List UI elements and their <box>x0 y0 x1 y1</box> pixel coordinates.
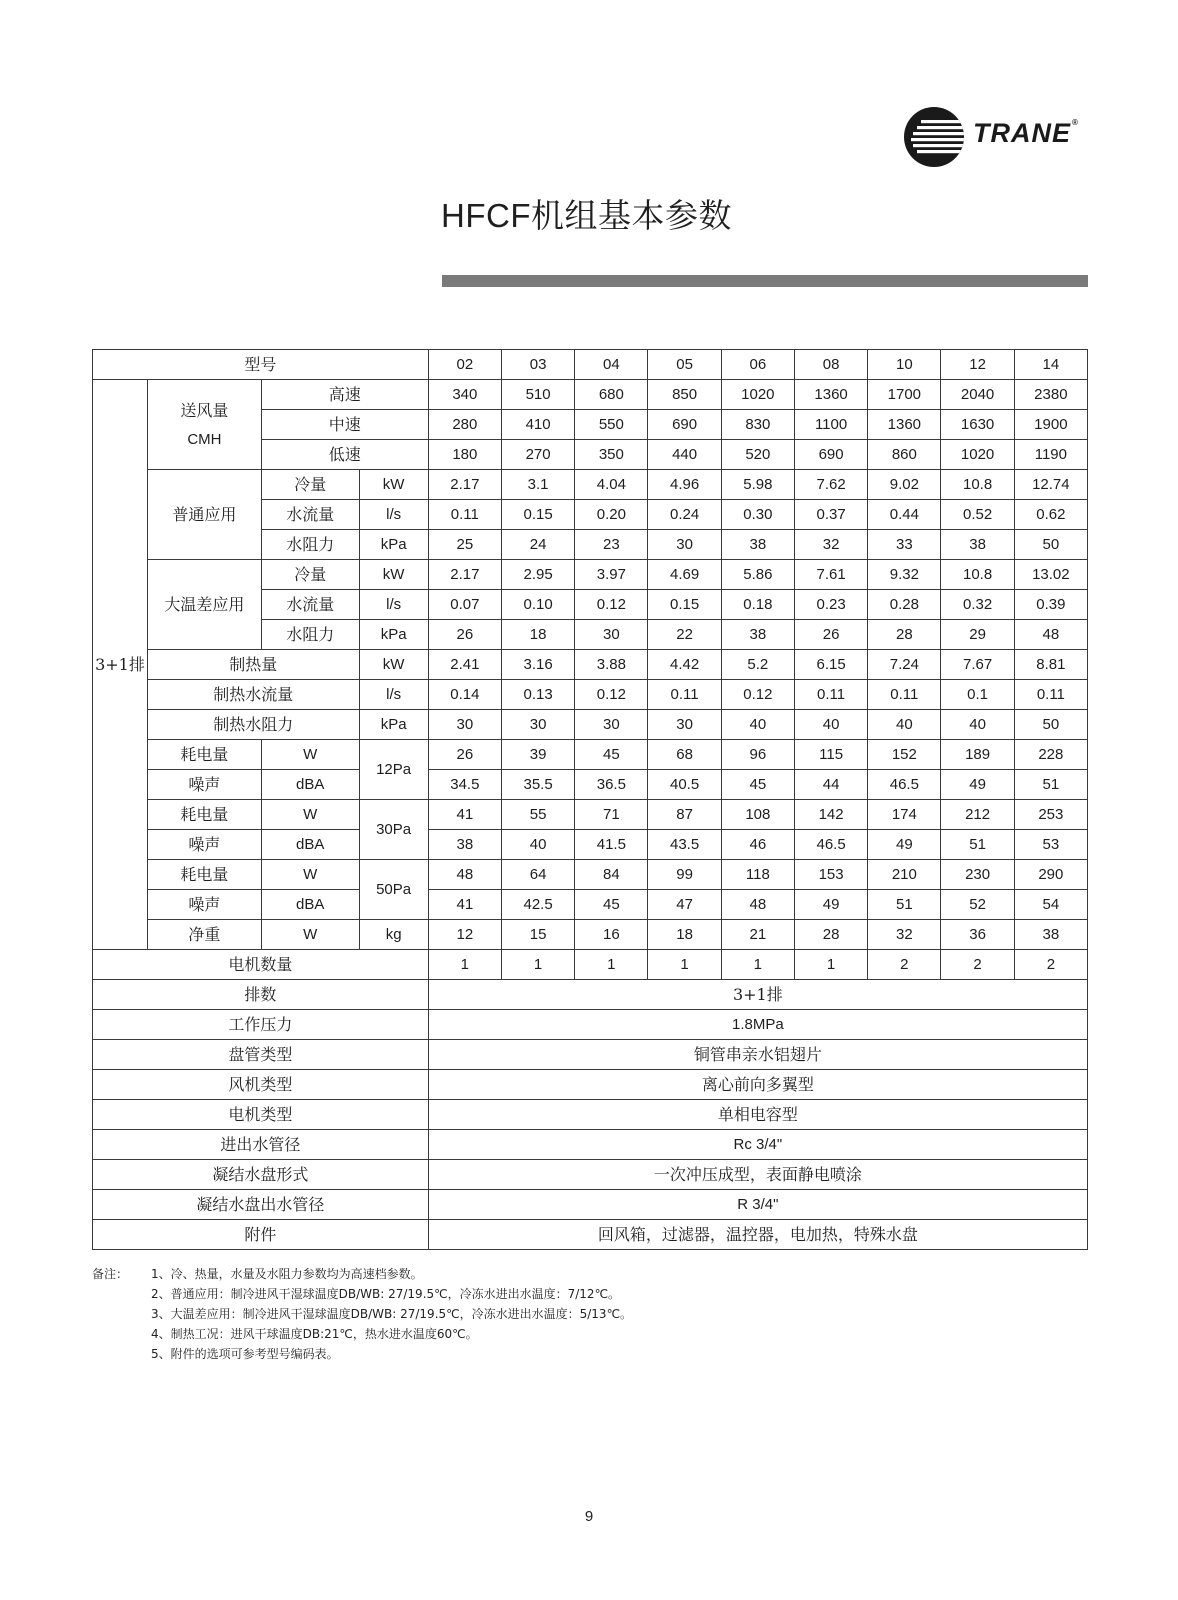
param-name: 制热量 <box>147 650 359 680</box>
param-name: 水阻力 <box>261 530 359 560</box>
value-cell: 30 <box>428 710 501 740</box>
value-cell: 0.11 <box>648 680 721 710</box>
table-row <box>93 680 1088 710</box>
value-cell: 34.5 <box>428 770 501 800</box>
spec-name: 凝结水盘出水管径 <box>93 1190 429 1220</box>
value-cell: 87 <box>648 800 721 830</box>
value-cell: 13.02 <box>1014 560 1087 590</box>
value-cell: 0.23 <box>794 590 867 620</box>
value-cell: 18 <box>501 620 574 650</box>
value-cell: 0.14 <box>428 680 501 710</box>
table-row <box>93 890 1088 920</box>
value-cell: 7.61 <box>794 560 867 590</box>
value-cell: 1020 <box>941 440 1014 470</box>
value-cell: 15 <box>501 920 574 950</box>
unit-cell: kPa <box>359 620 428 650</box>
value-cell: 0.30 <box>721 500 794 530</box>
spec-value: 3+1排 <box>428 980 1087 1010</box>
value-cell: 1360 <box>868 410 941 440</box>
value-cell: 45 <box>575 890 648 920</box>
airflow-unit-text: CMH <box>187 430 222 448</box>
spec-value: 回风箱，过滤器，温控器，电加热，特殊水盘 <box>428 1220 1087 1250</box>
value-cell: 180 <box>428 440 501 470</box>
value-cell: 5.86 <box>721 560 794 590</box>
spec-value: R 3/4" <box>428 1190 1087 1220</box>
value-cell: 0.37 <box>794 500 867 530</box>
static-pressure: 30Pa <box>359 800 428 860</box>
value-cell: 228 <box>1014 740 1087 770</box>
value-cell: 0.11 <box>868 680 941 710</box>
param-name: 冷量 <box>261 470 359 500</box>
value-cell: 410 <box>501 410 574 440</box>
table-row <box>93 770 1088 800</box>
header-model: 10 <box>868 350 941 380</box>
value-cell: 212 <box>941 800 1014 830</box>
value-cell: 26 <box>428 620 501 650</box>
value-cell: 1190 <box>1014 440 1087 470</box>
value-cell: 2.17 <box>428 560 501 590</box>
value-cell: 340 <box>428 380 501 410</box>
spec-name: 盘管类型 <box>93 1040 429 1070</box>
speed-label: 低速 <box>261 440 428 470</box>
header-model: 08 <box>794 350 867 380</box>
value-cell: 41 <box>428 890 501 920</box>
trane-logo <box>903 106 1093 166</box>
value-cell: 2 <box>868 950 941 980</box>
value-cell: 680 <box>575 380 648 410</box>
value-cell: 850 <box>648 380 721 410</box>
param-name: 耗电量 <box>147 740 261 770</box>
note-item: 3、大温差应用：制冷进风干湿球温度DB/WB: 27/19.5℃，冷冻水进出水温度：5/13℃。 <box>151 1307 633 1321</box>
value-cell: 0.12 <box>575 590 648 620</box>
value-cell: 830 <box>721 410 794 440</box>
table-row <box>93 830 1088 860</box>
value-cell: 18 <box>648 920 721 950</box>
value-cell: 3.97 <box>575 560 648 590</box>
value-cell: 22 <box>648 620 721 650</box>
table-row <box>93 950 1088 980</box>
value-cell: 1630 <box>941 410 1014 440</box>
value-cell: 2 <box>1014 950 1087 980</box>
value-cell: 142 <box>794 800 867 830</box>
value-cell: 0.15 <box>648 590 721 620</box>
value-cell: 29 <box>941 620 1014 650</box>
value-cell: 0.12 <box>721 680 794 710</box>
value-cell: 25 <box>428 530 501 560</box>
value-cell: 51 <box>1014 770 1087 800</box>
value-cell: 440 <box>648 440 721 470</box>
value-cell: 0.12 <box>575 680 648 710</box>
table-row <box>93 650 1088 680</box>
value-cell: 48 <box>1014 620 1087 650</box>
notes-label: 备注： <box>92 1267 129 1281</box>
application-label: 普通应用 <box>147 470 261 560</box>
value-cell: 48 <box>721 890 794 920</box>
value-cell: 10.8 <box>941 560 1014 590</box>
value-cell: 290 <box>1014 860 1087 890</box>
value-cell: 12 <box>428 920 501 950</box>
value-cell: 510 <box>501 380 574 410</box>
value-cell: 1900 <box>1014 410 1087 440</box>
value-cell: 5.2 <box>721 650 794 680</box>
page-number: 9 <box>584 1508 594 1525</box>
trane-globe-icon <box>903 106 965 168</box>
value-cell: 2040 <box>941 380 1014 410</box>
value-cell: 96 <box>721 740 794 770</box>
spec-value: 离心前向多翼型 <box>428 1070 1087 1100</box>
value-cell: 40 <box>794 710 867 740</box>
param-name: 噪声 <box>147 830 261 860</box>
airflow-label-text: 送风量 <box>180 400 229 420</box>
value-cell: 0.10 <box>501 590 574 620</box>
value-cell: 40.5 <box>648 770 721 800</box>
spec-name: 排数 <box>93 980 429 1010</box>
spec-value: 单相电容型 <box>428 1100 1087 1130</box>
value-cell: 0.13 <box>501 680 574 710</box>
value-cell: 5.98 <box>721 470 794 500</box>
value-cell: 690 <box>648 410 721 440</box>
value-cell: 152 <box>868 740 941 770</box>
unit-cell: W <box>261 920 359 950</box>
value-cell: 0.15 <box>501 500 574 530</box>
value-cell: 3.88 <box>575 650 648 680</box>
value-cell: 40 <box>501 830 574 860</box>
value-cell: 690 <box>794 440 867 470</box>
page-title: HFCF机组基本参数 <box>441 197 732 234</box>
value-cell: 32 <box>794 530 867 560</box>
unit-cell: W <box>261 800 359 830</box>
unit-cell: dBA <box>261 890 359 920</box>
table-row <box>93 1130 1088 1160</box>
value-cell: 32 <box>868 920 941 950</box>
value-cell: 8.81 <box>1014 650 1087 680</box>
value-cell: 108 <box>721 800 794 830</box>
value-cell: 0.11 <box>1014 680 1087 710</box>
value-cell: 0.32 <box>941 590 1014 620</box>
airflow-label <box>147 380 261 470</box>
value-cell: 46.5 <box>794 830 867 860</box>
table-row <box>93 980 1088 1010</box>
unit-cell: l/s <box>359 590 428 620</box>
table-row <box>93 1070 1088 1100</box>
param-name: 水流量 <box>261 590 359 620</box>
header-model: 03 <box>501 350 574 380</box>
value-cell: 9.02 <box>868 470 941 500</box>
value-cell: 0.62 <box>1014 500 1087 530</box>
value-cell: 38 <box>428 830 501 860</box>
param-name: 电机数量 <box>93 950 429 980</box>
value-cell: 1020 <box>721 380 794 410</box>
notes <box>92 1264 632 1364</box>
note-item: 1、冷、热量，水量及水阻力参数均为高速档参数。 <box>151 1267 423 1281</box>
spec-value: 一次冲压成型，表面静电喷涂 <box>428 1160 1087 1190</box>
value-cell: 4.69 <box>648 560 721 590</box>
value-cell: 71 <box>575 800 648 830</box>
value-cell: 10.8 <box>941 470 1014 500</box>
param-name: 净重 <box>147 920 261 950</box>
param-name: 耗电量 <box>147 860 261 890</box>
spec-name: 风机类型 <box>93 1070 429 1100</box>
spec-table <box>92 349 1088 1250</box>
note-item: 5、附件的选项可参考型号编码表。 <box>151 1347 339 1361</box>
param-name: 噪声 <box>147 890 261 920</box>
param-name: 制热水流量 <box>147 680 359 710</box>
value-cell: 26 <box>794 620 867 650</box>
value-cell: 54 <box>1014 890 1087 920</box>
value-cell: 4.42 <box>648 650 721 680</box>
value-cell: 36 <box>941 920 1014 950</box>
unit-cell: kPa <box>359 530 428 560</box>
value-cell: 1 <box>721 950 794 980</box>
table-row <box>93 350 1088 380</box>
value-cell: 118 <box>721 860 794 890</box>
unit-cell: kW <box>359 560 428 590</box>
param-name: 噪声 <box>147 770 261 800</box>
param-name: 冷量 <box>261 560 359 590</box>
value-cell: 49 <box>941 770 1014 800</box>
value-cell: 39 <box>501 740 574 770</box>
header-model: 02 <box>428 350 501 380</box>
value-cell: 2 <box>941 950 1014 980</box>
table-row <box>93 1100 1088 1130</box>
value-cell: 28 <box>794 920 867 950</box>
value-cell: 0.24 <box>648 500 721 530</box>
value-cell: 0.11 <box>428 500 501 530</box>
param-name: 水流量 <box>261 500 359 530</box>
value-cell: 1700 <box>868 380 941 410</box>
value-cell: 30 <box>648 710 721 740</box>
value-cell: 550 <box>575 410 648 440</box>
value-cell: 28 <box>868 620 941 650</box>
value-cell: 6.15 <box>794 650 867 680</box>
value-cell: 7.62 <box>794 470 867 500</box>
value-cell: 24 <box>501 530 574 560</box>
param-name: 水阻力 <box>261 620 359 650</box>
value-cell: 1 <box>501 950 574 980</box>
header-model-label: 型号 <box>93 350 429 380</box>
value-cell: 38 <box>721 620 794 650</box>
unit-cell: W <box>261 740 359 770</box>
unit-cell: kW <box>359 650 428 680</box>
header-model: 12 <box>941 350 1014 380</box>
value-cell: 0.1 <box>941 680 1014 710</box>
value-cell: 99 <box>648 860 721 890</box>
unit-cell: W <box>261 860 359 890</box>
table-row <box>93 380 1088 410</box>
spec-name: 电机类型 <box>93 1100 429 1130</box>
static-pressure: 12Pa <box>359 740 428 800</box>
value-cell: 0.20 <box>575 500 648 530</box>
spec-name: 凝结水盘形式 <box>93 1160 429 1190</box>
value-cell: 16 <box>575 920 648 950</box>
value-cell: 21 <box>721 920 794 950</box>
value-cell: 30 <box>501 710 574 740</box>
spec-value: 1.8MPa <box>428 1010 1087 1040</box>
value-cell: 0.28 <box>868 590 941 620</box>
value-cell: 38 <box>1014 920 1087 950</box>
spec-name: 进出水管径 <box>93 1130 429 1160</box>
value-cell: 38 <box>941 530 1014 560</box>
value-cell: 35.5 <box>501 770 574 800</box>
table-row <box>93 1220 1088 1250</box>
table-row <box>93 1040 1088 1070</box>
value-cell: 40 <box>721 710 794 740</box>
value-cell: 1 <box>428 950 501 980</box>
unit-cell: dBA <box>261 830 359 860</box>
table-row <box>93 1010 1088 1040</box>
value-cell: 189 <box>941 740 1014 770</box>
static-pressure: 50Pa <box>359 860 428 920</box>
value-cell: 30 <box>575 710 648 740</box>
value-cell: 49 <box>794 890 867 920</box>
unit-cell: l/s <box>359 680 428 710</box>
value-cell: 7.24 <box>868 650 941 680</box>
value-cell: 68 <box>648 740 721 770</box>
value-cell: 174 <box>868 800 941 830</box>
unit-cell: kPa <box>359 710 428 740</box>
value-cell: 30 <box>575 620 648 650</box>
value-cell: 40 <box>868 710 941 740</box>
value-cell: 42.5 <box>501 890 574 920</box>
value-cell: 2.95 <box>501 560 574 590</box>
value-cell: 41 <box>428 800 501 830</box>
table-row <box>93 800 1088 830</box>
unit-cell: kg <box>359 920 428 950</box>
value-cell: 51 <box>868 890 941 920</box>
value-cell: 48 <box>428 860 501 890</box>
value-cell: 0.11 <box>794 680 867 710</box>
value-cell: 4.04 <box>575 470 648 500</box>
value-cell: 53 <box>1014 830 1087 860</box>
value-cell: 1100 <box>794 410 867 440</box>
value-cell: 26 <box>428 740 501 770</box>
application-label: 大温差应用 <box>147 560 261 650</box>
value-cell: 50 <box>1014 710 1087 740</box>
value-cell: 280 <box>428 410 501 440</box>
value-cell: 115 <box>794 740 867 770</box>
value-cell: 45 <box>721 770 794 800</box>
value-cell: 860 <box>868 440 941 470</box>
speed-label: 中速 <box>261 410 428 440</box>
value-cell: 50 <box>1014 530 1087 560</box>
table-row <box>93 470 1088 500</box>
table-row <box>93 710 1088 740</box>
notes-list <box>92 1264 632 1364</box>
value-cell: 210 <box>868 860 941 890</box>
table-row <box>93 1190 1088 1220</box>
value-cell: 40 <box>941 710 1014 740</box>
value-cell: 3.16 <box>501 650 574 680</box>
unit-cell: dBA <box>261 770 359 800</box>
note-item: 4、制热工况：进风干球温度DB:21℃，热水进水温度60℃。 <box>151 1327 478 1341</box>
param-name: 制热水阻力 <box>147 710 359 740</box>
value-cell: 44 <box>794 770 867 800</box>
value-cell: 9.32 <box>868 560 941 590</box>
table-row <box>93 920 1088 950</box>
brand-name: TRANE® <box>973 118 1079 148</box>
value-cell: 46.5 <box>868 770 941 800</box>
value-cell: 0.44 <box>868 500 941 530</box>
unit-cell: kW <box>359 470 428 500</box>
value-cell: 43.5 <box>648 830 721 860</box>
value-cell: 36.5 <box>575 770 648 800</box>
value-cell: 4.96 <box>648 470 721 500</box>
value-cell: 7.67 <box>941 650 1014 680</box>
value-cell: 1 <box>575 950 648 980</box>
table-row <box>93 740 1088 770</box>
header-model: 05 <box>648 350 721 380</box>
spec-name: 附件 <box>93 1220 429 1250</box>
value-cell: 2.41 <box>428 650 501 680</box>
value-cell: 230 <box>941 860 1014 890</box>
value-cell: 41.5 <box>575 830 648 860</box>
value-cell: 49 <box>868 830 941 860</box>
value-cell: 0.07 <box>428 590 501 620</box>
value-cell: 64 <box>501 860 574 890</box>
value-cell: 23 <box>575 530 648 560</box>
header-model: 06 <box>721 350 794 380</box>
title-underline-bar <box>442 275 1088 287</box>
value-cell: 2380 <box>1014 380 1087 410</box>
value-cell: 30 <box>648 530 721 560</box>
value-cell: 51 <box>941 830 1014 860</box>
value-cell: 0.18 <box>721 590 794 620</box>
value-cell: 45 <box>575 740 648 770</box>
value-cell: 38 <box>721 530 794 560</box>
table-row <box>93 560 1088 590</box>
value-cell: 3.1 <box>501 470 574 500</box>
value-cell: 47 <box>648 890 721 920</box>
value-cell: 350 <box>575 440 648 470</box>
value-cell: 1 <box>794 950 867 980</box>
value-cell: 33 <box>868 530 941 560</box>
spec-value: Rc 3/4" <box>428 1130 1087 1160</box>
header-model: 14 <box>1014 350 1087 380</box>
note-item: 2、普通应用：制冷进风干湿球温度DB/WB: 27/19.5℃，冷冻水进出水温度：7/12℃。 <box>151 1287 621 1301</box>
value-cell: 46 <box>721 830 794 860</box>
value-cell: 153 <box>794 860 867 890</box>
value-cell: 520 <box>721 440 794 470</box>
value-cell: 1360 <box>794 380 867 410</box>
value-cell: 270 <box>501 440 574 470</box>
value-cell: 55 <box>501 800 574 830</box>
param-name: 耗电量 <box>147 800 261 830</box>
unit-cell: l/s <box>359 500 428 530</box>
value-cell: 253 <box>1014 800 1087 830</box>
spec-name: 工作压力 <box>93 1010 429 1040</box>
value-cell: 84 <box>575 860 648 890</box>
group-label: 3+1排 <box>93 380 148 950</box>
speed-label: 高速 <box>261 380 428 410</box>
value-cell: 52 <box>941 890 1014 920</box>
table-row <box>93 860 1088 890</box>
spec-value: 铜管串亲水铝翅片 <box>428 1040 1087 1070</box>
table-row <box>93 1160 1088 1190</box>
header-model: 04 <box>575 350 648 380</box>
value-cell: 0.52 <box>941 500 1014 530</box>
value-cell: 12.74 <box>1014 470 1087 500</box>
value-cell: 0.39 <box>1014 590 1087 620</box>
value-cell: 2.17 <box>428 470 501 500</box>
value-cell: 1 <box>648 950 721 980</box>
